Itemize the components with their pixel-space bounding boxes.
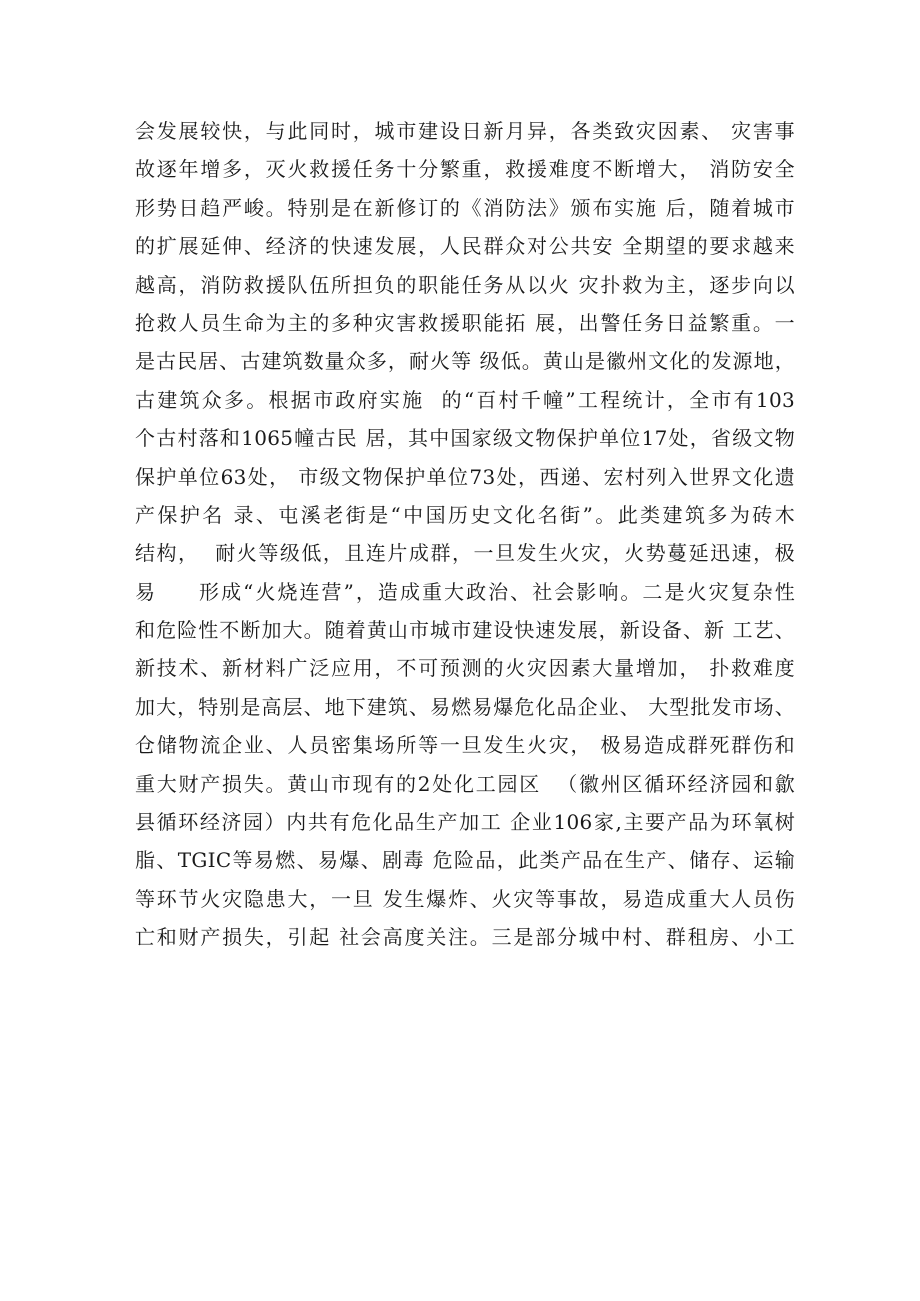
text-line: 个古村落和1065幢古民 居，其中国家级文物保护单位17处，省级文物	[135, 426, 795, 451]
text-line: 等环节火灾隐患大，一旦 发生爆炸、火灾等事故，易造成重大人员伤	[135, 886, 795, 911]
text-line: 会发展较快，与此同时，城市建设日新月异，各类致灾因素、 灾害事	[135, 119, 795, 143]
text-line: 越高，消防救援队伍所担负的职能任务从以火 灾扑救为主，逐步向以	[135, 272, 795, 297]
text-line: 的扩展延伸、经济的快速发展，人民群众对公共安 全期望的要求越来	[135, 234, 795, 259]
text-line: 县循环经济园）内共有危化品生产加工 企业106家,主要产品为环氧树	[135, 810, 795, 835]
text-line: 重大财产损失。黄山市现有的2处化工园区 （徽州区循环经济园和歙	[135, 771, 795, 796]
text-line: 加大，特别是高层、地下建筑、易燃易爆危化品企业、 大型批发市场、	[135, 694, 795, 719]
text-line: 保护单位63处， 市级文物保护单位73处，西递、宏村列入世界文化遗	[135, 464, 795, 489]
body-text	[135, 112, 795, 957]
text-line: 和危险性不断加大。随着黄山市城市建设快速发展，新设备、新 工艺、	[135, 618, 795, 643]
text-line: 是古民居、古建筑数量众多，耐火等 级低。黄山是徽州文化的发源地，	[135, 349, 795, 374]
text-line: 结构， 耐火等级低，且连片成群，一旦发生火灾，火势蔓延迅速，极	[135, 541, 795, 566]
text-line: 亡和财产损失，引起 社会高度关注。三是部分城中村、群租房、小工	[135, 925, 795, 950]
text-line: 新技术、新材料广泛应用，不可预测的火灾因素大量增加， 扑救难度	[135, 656, 795, 681]
text-line: 仓储物流企业、人员密集场所等一旦发生火灾， 极易造成群死群伤和	[135, 733, 795, 758]
text-line: 脂、TGIC等易燃、易爆、剧毒 危险品，此类产品在生产、储存、运输	[135, 848, 795, 873]
text-line: 故逐年增多，灭火救援任务十分繁重，救援难度不断增大， 消防安全	[135, 157, 795, 182]
text-line: 抢救人员生命为主的多种灾害救援职能拓 展，出警任务日益繁重。一	[135, 310, 795, 335]
text-line: 古建筑众多。根据市政府实施 的“百村千幢”工程统计，全市有103	[135, 387, 795, 412]
text-line: 产保护名 录、屯溪老街是“中国历史文化名街”。此类建筑多为砖木	[135, 502, 795, 527]
text-line: 易 形成“火烧连营”，造成重大政治、社会影响。二是火灾复杂性	[135, 579, 795, 604]
text-line: 形势日趋严峻。特别是在新修订的《消防法》颁布实施 后，随着城市	[135, 195, 795, 220]
